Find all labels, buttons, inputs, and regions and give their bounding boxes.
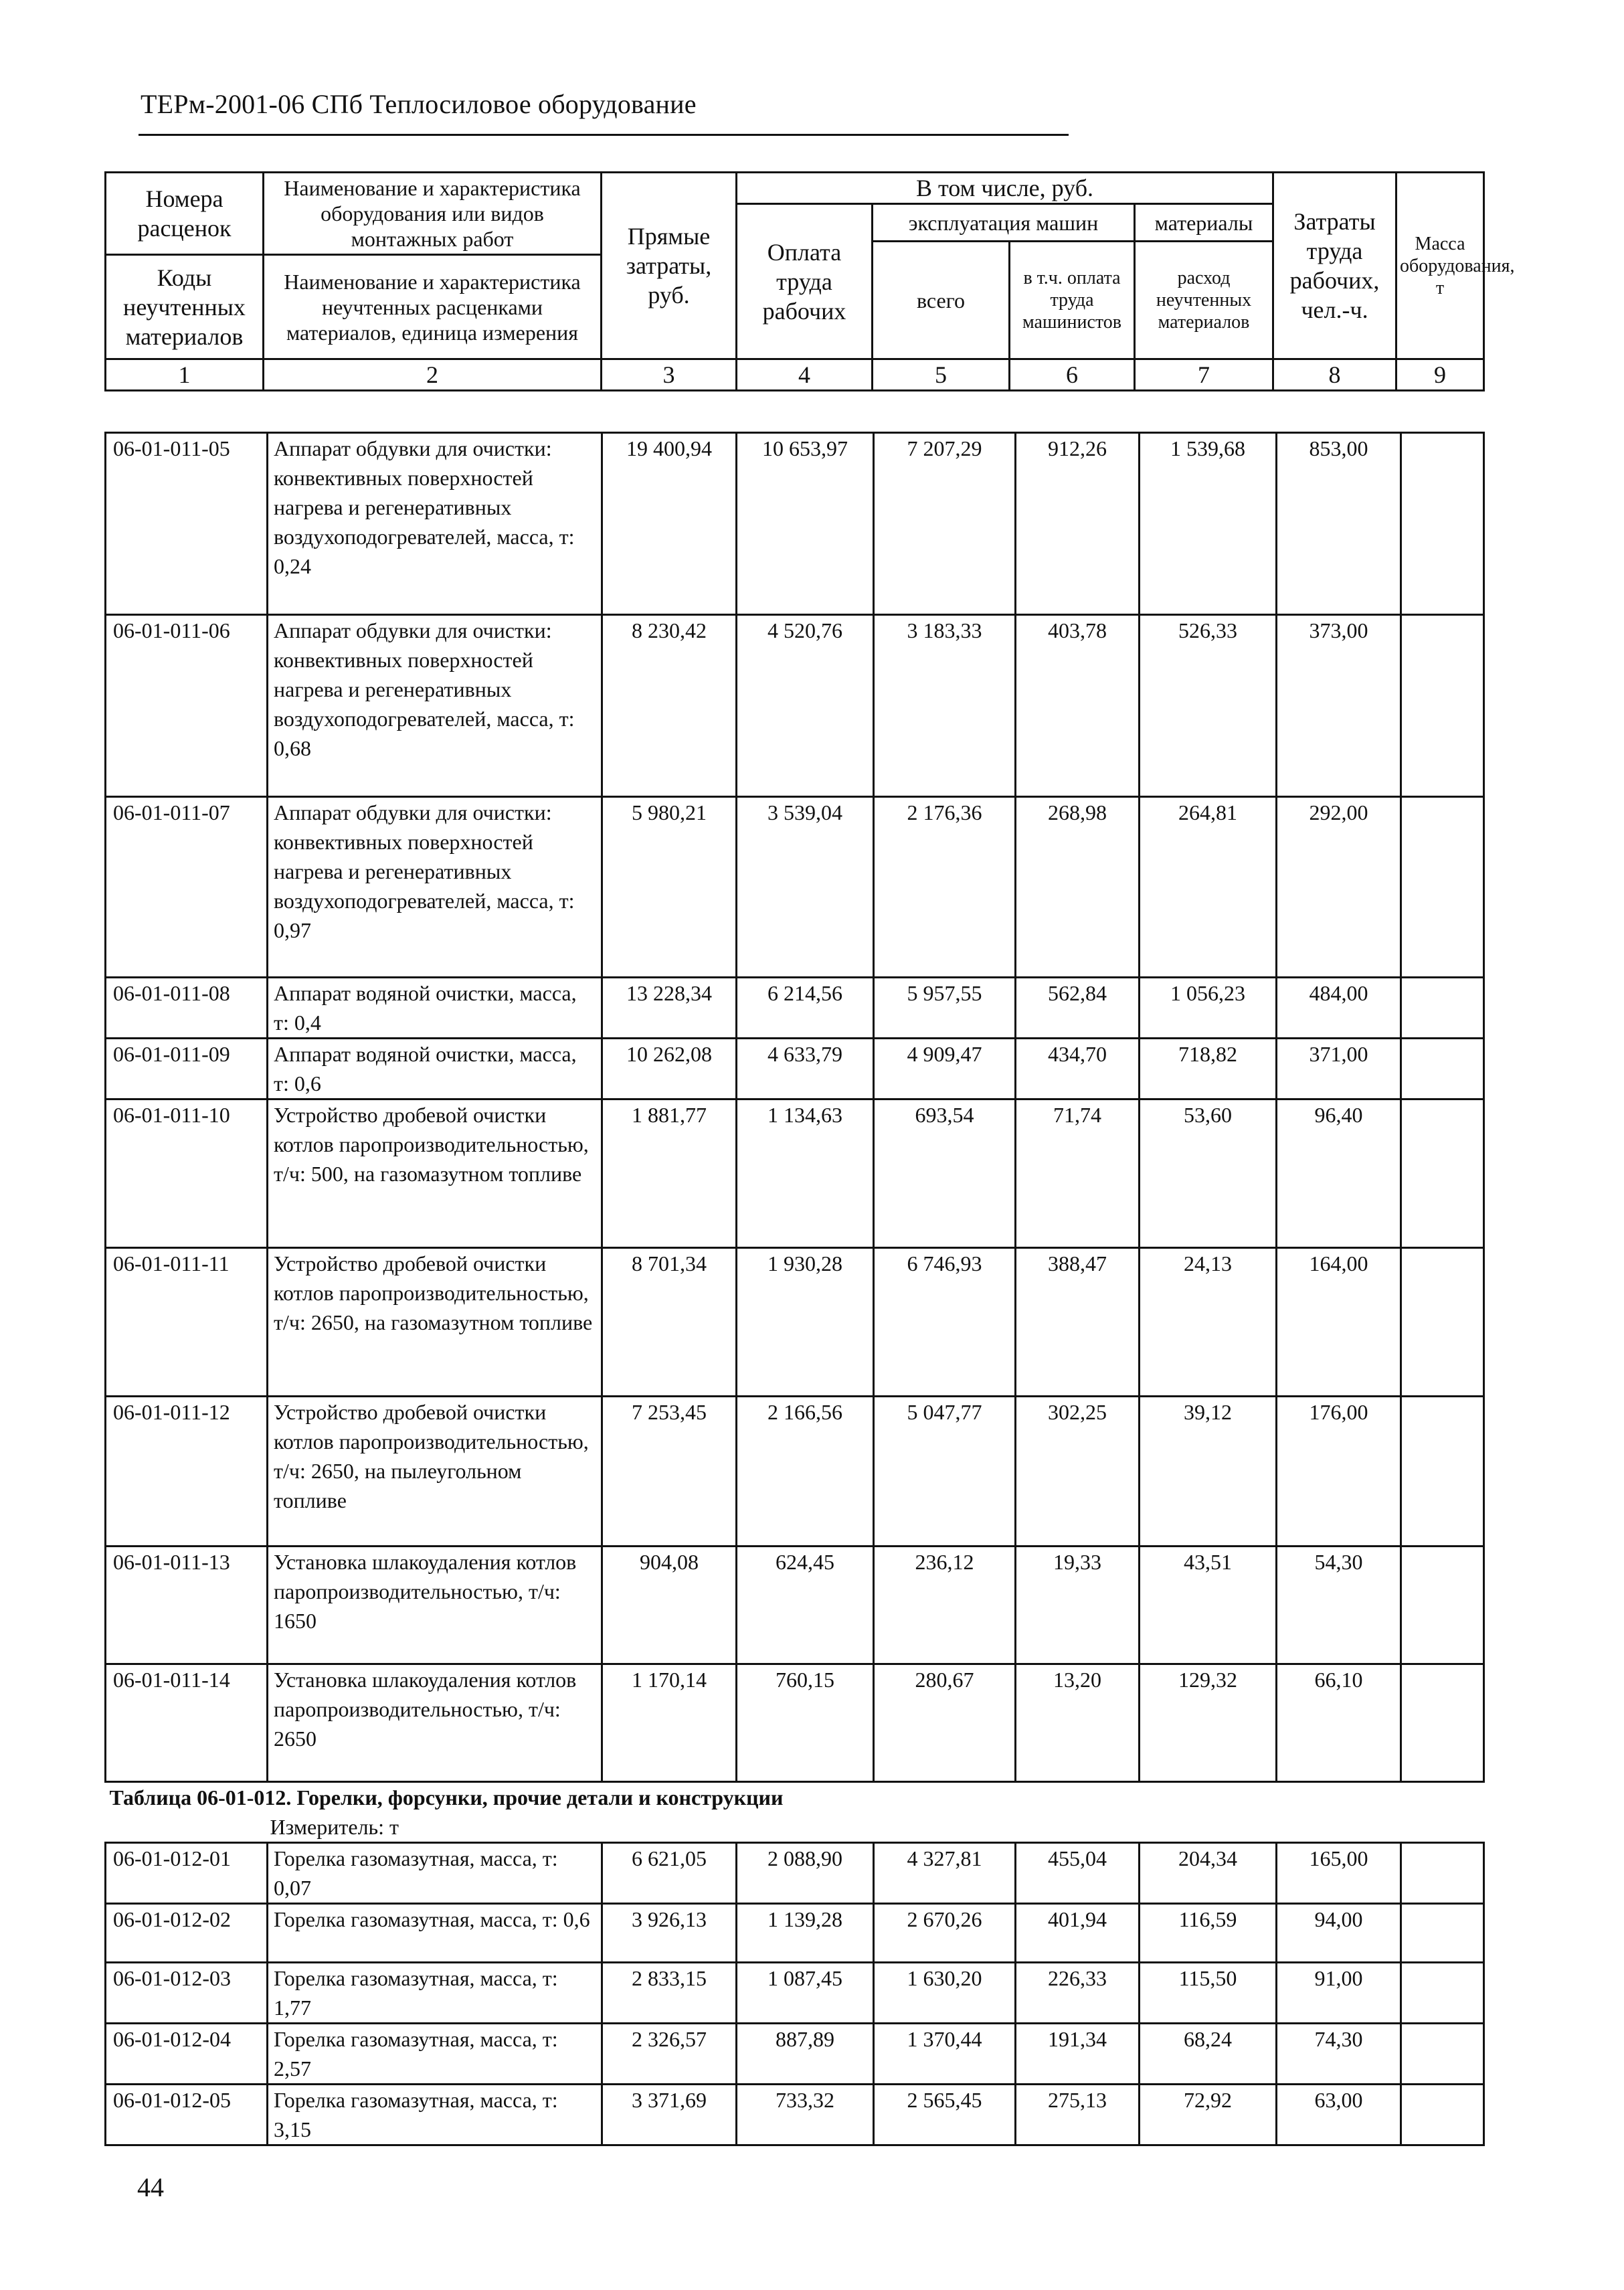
equipment-mass (1401, 1843, 1484, 1904)
labor-cost: 624,45 (737, 1547, 874, 1664)
machinists-labor: 302,25 (1016, 1397, 1140, 1547)
unaccounted-materials: 43,51 (1140, 1547, 1277, 1664)
equipment-mass (1401, 1547, 1484, 1664)
machines-total: 693,54 (874, 1099, 1016, 1248)
equipment-mass (1401, 1039, 1484, 1099)
labor-hours: 371,00 (1277, 1039, 1401, 1099)
col-number: 5 (873, 359, 1010, 391)
rate-name: Горелка газомазутная, масса, т: 2,57 (268, 2024, 602, 2085)
labor-hours: 91,00 (1277, 1963, 1401, 2024)
machines-total: 236,12 (874, 1547, 1016, 1664)
equipment-mass (1401, 1664, 1484, 1782)
table-row (106, 1039, 1484, 1099)
machines-total: 1 370,44 (874, 2024, 1016, 2085)
direct-costs: 1 881,77 (602, 1099, 737, 1248)
equipment-mass (1401, 1963, 1484, 2024)
direct-costs: 3 371,69 (602, 2085, 737, 2145)
labor-cost: 733,32 (737, 2085, 874, 2145)
machines-total: 4 327,81 (874, 1843, 1016, 1904)
direct-costs: 6 621,05 (602, 1843, 737, 1904)
table-row (106, 433, 1484, 615)
unaccounted-materials: 264,81 (1140, 797, 1277, 978)
machines-total: 2 565,45 (874, 2085, 1016, 2145)
machinists-labor: 268,98 (1016, 797, 1140, 978)
rate-name: Аппарат обдувки для очистки: конвективных поверхностей нагрева и регенеративных воздухоподогревателей, масса, т: 0,24 (268, 433, 602, 615)
unaccounted-materials: 68,24 (1140, 2024, 1277, 2085)
machines-header: эксплуатация машин (873, 204, 1135, 242)
direct-costs: 5 980,21 (602, 797, 737, 978)
group-header: В том числе, руб. (737, 173, 1273, 204)
unaccounted-materials: 116,59 (1140, 1904, 1277, 1963)
equipment-mass (1401, 1904, 1484, 1963)
table-row (106, 2085, 1484, 2145)
rate-code: 06-01-011-09 (106, 1039, 268, 1099)
unaccounted-materials: 53,60 (1140, 1099, 1277, 1248)
table-row (106, 797, 1484, 978)
materials-header: материалы (1135, 204, 1273, 242)
labor-cost: 10 653,97 (737, 433, 874, 615)
direct-costs: 19 400,94 (602, 433, 737, 615)
unaccounted-materials: 72,92 (1140, 2085, 1277, 2145)
direct-costs: 8 701,34 (602, 1248, 737, 1397)
col-number: 6 (1010, 359, 1135, 391)
rate-name: Горелка газомазутная, масса, т: 0,6 (268, 1904, 602, 1963)
machines-total: 5 047,77 (874, 1397, 1016, 1547)
labor-cost: 1 087,45 (737, 1963, 874, 2024)
labor-cost: 3 539,04 (737, 797, 874, 978)
labor-hours: 96,40 (1277, 1099, 1401, 1248)
equipment-mass (1401, 1099, 1484, 1248)
machinists-labor: 403,78 (1016, 615, 1140, 797)
col-8-header: Затраты труда рабочих, чел.-ч. (1273, 173, 1396, 359)
equipment-mass (1401, 433, 1484, 615)
col-number: 2 (264, 359, 602, 391)
page-number: 44 (137, 2172, 164, 2202)
col-2-bottom: Наименование и характеристика неучтенных расценками материалов, единица измерения (264, 255, 602, 359)
col-5-header: всего (873, 242, 1010, 359)
labor-cost: 1 134,63 (737, 1099, 874, 1248)
machines-total: 4 909,47 (874, 1039, 1016, 1099)
table-row (106, 1963, 1484, 2024)
rate-name: Устройство дробевой очистки котлов паропроизводительностью, т/ч: 500, на газомазутном топливе (268, 1099, 602, 1248)
table-row (106, 1397, 1484, 1547)
labor-cost: 4 633,79 (737, 1039, 874, 1099)
col-2-top: Наименование и характеристика оборудования или видов монтажных работ (264, 173, 602, 255)
col-9-header: Масса оборудования, т (1396, 173, 1484, 359)
col-7-header: расход неучтенных материалов (1135, 242, 1273, 359)
table-row (106, 1843, 1484, 1904)
col-number: 1 (106, 359, 264, 391)
machinists-labor: 434,70 (1016, 1039, 1140, 1099)
direct-costs: 10 262,08 (602, 1039, 737, 1099)
direct-costs: 2 833,15 (602, 1963, 737, 2024)
labor-hours: 94,00 (1277, 1904, 1401, 1963)
machines-total: 1 630,20 (874, 1963, 1016, 2024)
rate-name: Устройство дробевой очистки котлов паропроизводительностью, т/ч: 2650, на пылеугольном топливе (268, 1397, 602, 1547)
machinists-labor: 13,20 (1016, 1664, 1140, 1782)
rate-code: 06-01-012-01 (106, 1843, 268, 1904)
direct-costs: 3 926,13 (602, 1904, 737, 1963)
equipment-mass (1401, 2085, 1484, 2145)
machines-total: 7 207,29 (874, 433, 1016, 615)
col-3-header: Прямые затраты, руб. (602, 173, 737, 359)
title-rule (139, 134, 1069, 136)
table-row (106, 1547, 1484, 1664)
machines-total: 2 670,26 (874, 1904, 1016, 1963)
col-number: 4 (737, 359, 873, 391)
rate-name: Аппарат водяной очистки, масса, т: 0,4 (268, 978, 602, 1039)
machinists-labor: 912,26 (1016, 433, 1140, 615)
unaccounted-materials: 204,34 (1140, 1843, 1277, 1904)
rate-code: 06-01-011-13 (106, 1547, 268, 1664)
machines-total: 3 183,33 (874, 615, 1016, 797)
labor-hours: 54,30 (1277, 1547, 1401, 1664)
document-title: ТЕРм-2001-06 СПб Теплосиловое оборудование (141, 89, 697, 119)
unaccounted-materials: 1 539,68 (1140, 433, 1277, 615)
machinists-labor: 226,33 (1016, 1963, 1140, 2024)
direct-costs: 13 228,34 (602, 978, 737, 1039)
rate-code: 06-01-011-10 (106, 1099, 268, 1248)
labor-cost: 760,15 (737, 1664, 874, 1782)
rate-code: 06-01-011-08 (106, 978, 268, 1039)
unaccounted-materials: 24,13 (1140, 1248, 1277, 1397)
rate-name: Установка шлакоудаления котлов паропроизводительностью, т/ч: 2650 (268, 1664, 602, 1782)
equipment-mass (1401, 2024, 1484, 2085)
direct-costs: 2 326,57 (602, 2024, 737, 2085)
labor-hours: 63,00 (1277, 2085, 1401, 2145)
rate-code: 06-01-011-05 (106, 433, 268, 615)
rate-name: Аппарат водяной очистки, масса, т: 0,6 (268, 1039, 602, 1099)
rate-name: Горелка газомазутная, масса, т: 3,15 (268, 2085, 602, 2145)
table-row (106, 2024, 1484, 2085)
machinists-labor: 71,74 (1016, 1099, 1140, 1248)
labor-hours: 66,10 (1277, 1664, 1401, 1782)
col-6-header: в т.ч. оплата труда машинистов (1010, 242, 1135, 359)
labor-hours: 74,30 (1277, 2024, 1401, 2085)
unaccounted-materials: 39,12 (1140, 1397, 1277, 1547)
equipment-mass (1401, 978, 1484, 1039)
direct-costs: 904,08 (602, 1547, 737, 1664)
rate-code: 06-01-012-04 (106, 2024, 268, 2085)
equipment-mass (1401, 1248, 1484, 1397)
labor-hours: 165,00 (1277, 1843, 1401, 1904)
rate-code: 06-01-011-12 (106, 1397, 268, 1547)
machines-total: 280,67 (874, 1664, 1016, 1782)
labor-hours: 292,00 (1277, 797, 1401, 978)
rate-name: Аппарат обдувки для очистки: конвективных поверхностей нагрева и регенеративных воздухоподогревателей, масса, т: 0,68 (268, 615, 602, 797)
rate-code: 06-01-011-14 (106, 1664, 268, 1782)
rate-code: 06-01-012-02 (106, 1904, 268, 1963)
equipment-mass (1401, 1397, 1484, 1547)
machinists-labor: 401,94 (1016, 1904, 1140, 1963)
machinists-labor: 455,04 (1016, 1843, 1140, 1904)
labor-cost: 1 139,28 (737, 1904, 874, 1963)
equipment-mass (1401, 797, 1484, 978)
machines-total: 2 176,36 (874, 797, 1016, 978)
labor-hours: 853,00 (1277, 433, 1401, 615)
rate-name: Горелка газомазутная, масса, т: 1,77 (268, 1963, 602, 2024)
header-table (104, 171, 1515, 391)
rate-name: Аппарат обдувки для очистки: конвективных поверхностей нагрева и регенеративных воздухоподогревателей, масса, т: 0,97 (268, 797, 602, 978)
unaccounted-materials: 129,32 (1140, 1664, 1277, 1782)
col-1-bottom: Коды неучтенных материалов (106, 255, 264, 359)
machines-total: 5 957,55 (874, 978, 1016, 1039)
table-row (106, 1099, 1484, 1248)
rate-name: Установка шлакоудаления котлов паропроизводительностью, т/ч: 1650 (268, 1547, 602, 1664)
labor-hours: 164,00 (1277, 1248, 1401, 1397)
table-row (106, 978, 1484, 1039)
labor-hours: 484,00 (1277, 978, 1401, 1039)
unaccounted-materials: 115,50 (1140, 1963, 1277, 2024)
labor-cost: 4 520,76 (737, 615, 874, 797)
col-number: 8 (1273, 359, 1396, 391)
table-row (106, 1904, 1484, 1963)
table-row (106, 1664, 1484, 1782)
col-number: 9 (1396, 359, 1484, 391)
machinists-labor: 388,47 (1016, 1248, 1140, 1397)
labor-cost: 887,89 (737, 2024, 874, 2085)
direct-costs: 8 230,42 (602, 615, 737, 797)
direct-costs: 1 170,14 (602, 1664, 737, 1782)
table-row (106, 1248, 1484, 1397)
table-measure: Измеритель: т (270, 1815, 399, 1839)
labor-hours: 176,00 (1277, 1397, 1401, 1547)
table-caption: Таблица 06-01-012. Горелки, форсунки, прочие детали и конструкции (109, 1785, 784, 1810)
machinists-labor: 562,84 (1016, 978, 1140, 1039)
col-1-top: Номера расценок (106, 173, 264, 255)
rate-code: 06-01-012-05 (106, 2085, 268, 2145)
rates-table (104, 432, 1485, 2146)
rate-name: Устройство дробевой очистки котлов паропроизводительностью, т/ч: 2650, на газомазутном топливе (268, 1248, 602, 1397)
machines-total: 6 746,93 (874, 1248, 1016, 1397)
labor-hours: 373,00 (1277, 615, 1401, 797)
machinists-labor: 275,13 (1016, 2085, 1140, 2145)
machinists-labor: 191,34 (1016, 2024, 1140, 2085)
labor-cost: 6 214,56 (737, 978, 874, 1039)
labor-cost: 2 166,56 (737, 1397, 874, 1547)
rate-code: 06-01-011-07 (106, 797, 268, 978)
direct-costs: 7 253,45 (602, 1397, 737, 1547)
rate-code: 06-01-012-03 (106, 1963, 268, 2024)
table-row (106, 615, 1484, 797)
rate-name: Горелка газомазутная, масса, т: 0,07 (268, 1843, 602, 1904)
col-number: 3 (602, 359, 737, 391)
unaccounted-materials: 718,82 (1140, 1039, 1277, 1099)
unaccounted-materials: 1 056,23 (1140, 978, 1277, 1039)
rate-code: 06-01-011-11 (106, 1248, 268, 1397)
rate-code: 06-01-011-06 (106, 615, 268, 797)
labor-cost: 2 088,90 (737, 1843, 874, 1904)
labor-cost: 1 930,28 (737, 1248, 874, 1397)
equipment-mass (1401, 615, 1484, 797)
col-number: 7 (1135, 359, 1273, 391)
col-4-header: Оплата труда рабочих (737, 204, 873, 359)
machinists-labor: 19,33 (1016, 1547, 1140, 1664)
unaccounted-materials: 526,33 (1140, 615, 1277, 797)
